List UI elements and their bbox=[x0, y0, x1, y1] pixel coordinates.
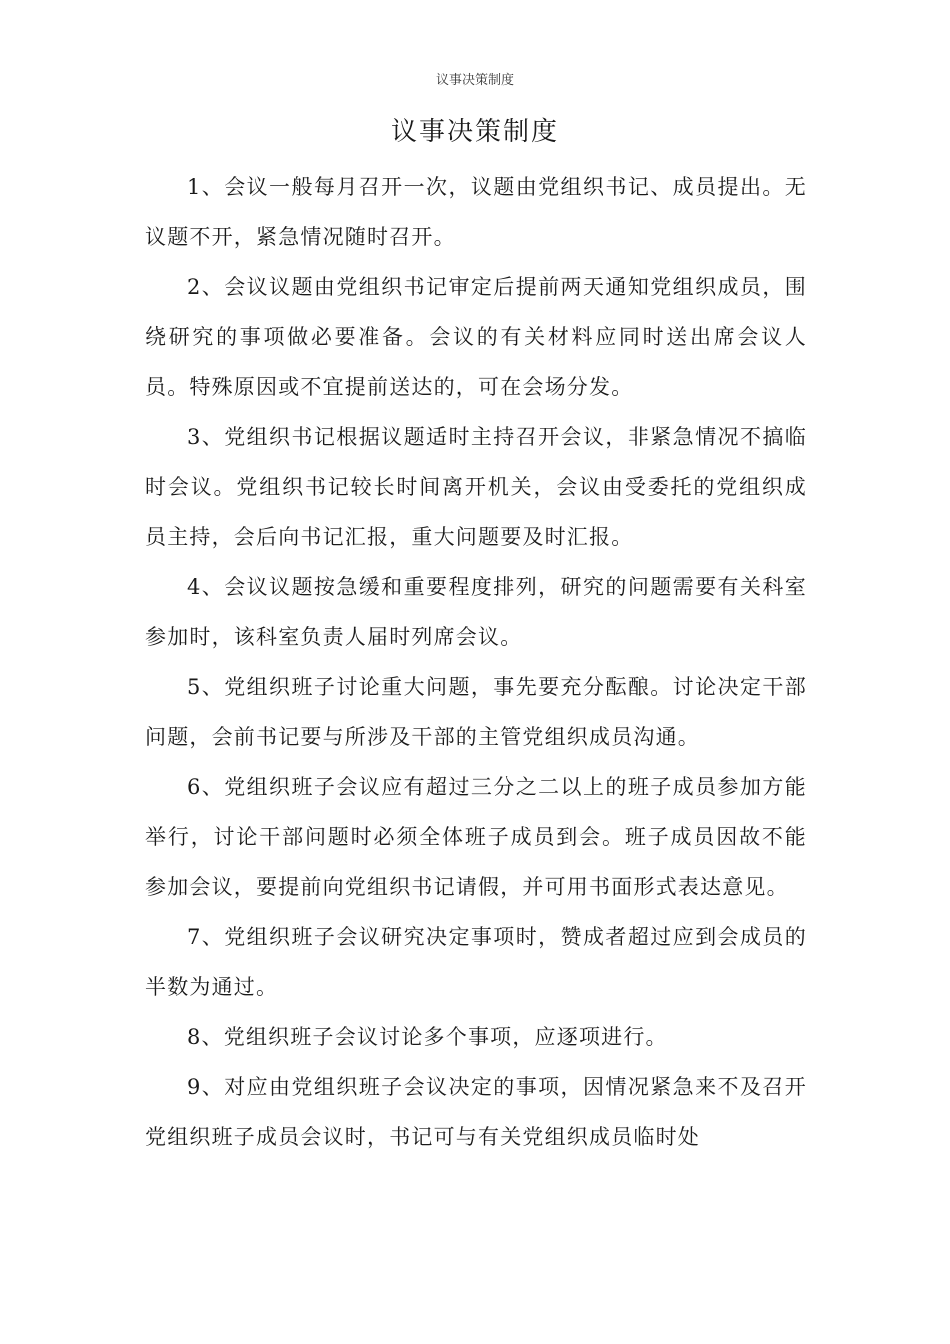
document-body bbox=[145, 162, 807, 1162]
paragraph-5: 5、党组织班子讨论重大问题，事先要充分酝酿。讨论决定干部问题，会前书记要与所涉及干部的主管党组织成员沟通。 bbox=[145, 675, 807, 749]
paragraph-2: 2、会议议题由党组织书记审定后提前两天通知党组织成员，围绕研究的事项做必要准备。会议的有关材料应同时送出席会议人员。特殊原因或不宜提前送达的，可在会场分发。 bbox=[145, 275, 807, 399]
paragraph-1: 1、会议一般每月召开一次，议题由党组织书记、成员提出。无议题不开，紧急情况随时召开。 bbox=[145, 175, 807, 249]
paragraph-8: 8、党组织班子会议讨论多个事项，应逐项进行。 bbox=[187, 1025, 668, 1049]
paragraph-4: 4、会议议题按急缓和重要程度排列，研究的问题需要有关科室参加时，该科室负责人届时列席会议。 bbox=[145, 575, 807, 649]
running-header: 议事决策制度 bbox=[435, 73, 514, 88]
paragraph-7: 7、党组织班子会议研究决定事项时，赞成者超过应到会成员的半数为通过。 bbox=[145, 925, 807, 999]
paragraph-9: 9、对应由党组织班子会议决定的事项，因情况紧急来不及召开党组织班子成员会议时，书记可与有关党组织成员临时处 bbox=[145, 1075, 807, 1149]
paragraph-6: 6、党组织班子会议应有超过三分之二以上的班子成员参加方能举行，讨论干部问题时必须全体班子成员到会。班子成员因故不能参加会议，要提前向党组织书记请假，并可用书面形式表达意见。 bbox=[145, 775, 807, 899]
document-title: 议事决策制度 bbox=[390, 117, 559, 147]
paragraph-3: 3、党组织书记根据议题适时主持召开会议，非紧急情况不搞临时会议。党组织书记较长时间离开机关，会议由受委托的党组织成员主持，会后向书记汇报，重大问题要及时汇报。 bbox=[145, 425, 807, 549]
